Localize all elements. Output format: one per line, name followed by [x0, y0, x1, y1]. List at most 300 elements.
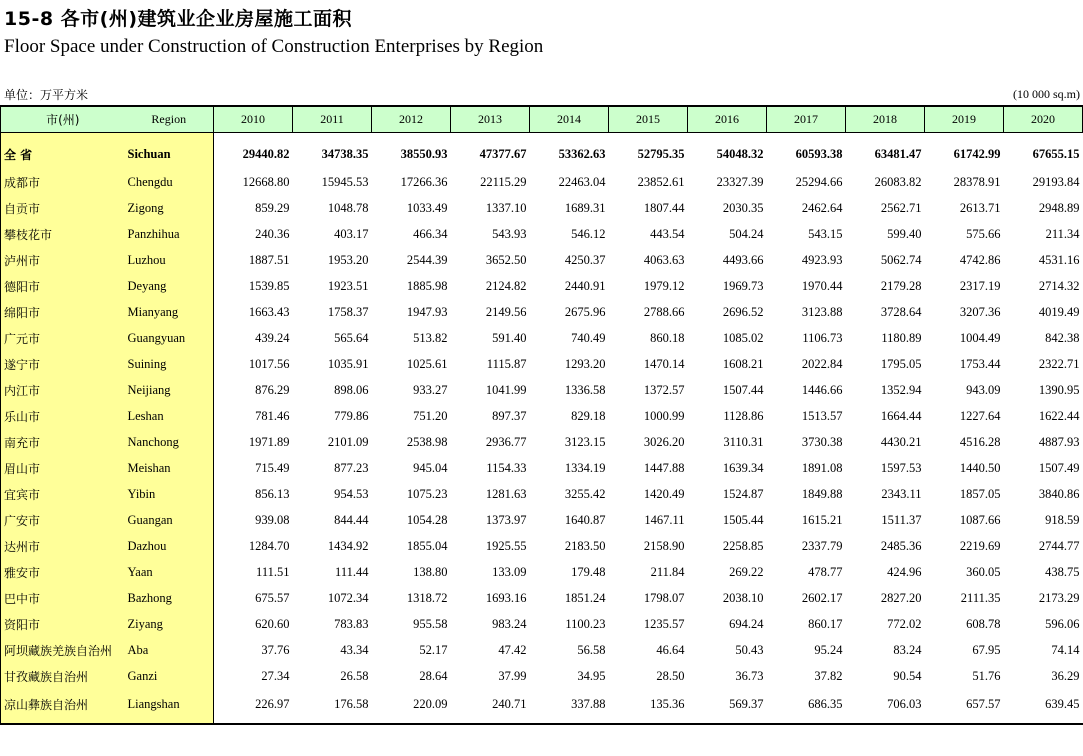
value-cell: 56.58: [577, 642, 606, 657]
region-name-en: Yibin: [125, 481, 214, 507]
value-cell: 25294.66: [795, 174, 843, 189]
value-cell: 220.09: [372, 689, 451, 724]
value-cell: 1154.33: [486, 460, 527, 475]
value-cell: 52795.35: [637, 146, 685, 161]
value-cell: 1539.85: [248, 278, 290, 293]
column-header-region-zh: 市(州): [1, 106, 125, 133]
value-cell: 897.37: [492, 408, 527, 423]
value-cell: 4019.49: [1038, 304, 1080, 319]
column-header-year: 2014: [530, 106, 609, 133]
value-cell: 1640.87: [564, 512, 606, 527]
value-cell: 135.36: [609, 689, 688, 724]
value-cell: 83.24: [893, 642, 922, 657]
region-name-zh: 雅安市: [1, 559, 125, 585]
value-cell: 694.24: [729, 616, 764, 631]
value-cell: 23852.61: [637, 174, 685, 189]
value-cell: 226.97: [214, 689, 293, 724]
region-name-en: Guangan: [125, 507, 214, 533]
value-cell: 686.35: [767, 689, 846, 724]
value-cell: 4887.93: [1038, 434, 1080, 449]
value-cell: 2317.19: [959, 278, 1001, 293]
value-cell: 1446.66: [801, 382, 843, 397]
value-cell: 43.34: [340, 642, 369, 657]
value-cell: 657.57: [925, 689, 1004, 724]
value-cell: 478.77: [808, 564, 843, 579]
value-cell: 138.80: [413, 564, 448, 579]
value-cell: 5062.74: [880, 252, 922, 267]
value-cell: 1507.49: [1038, 460, 1080, 475]
value-cell: 47.42: [498, 642, 527, 657]
value-cell: 51.76: [972, 668, 1001, 683]
data-table: [0, 105, 1083, 725]
value-cell: 2936.77: [485, 434, 527, 449]
value-cell: 772.02: [887, 616, 922, 631]
value-cell: 74.14: [1051, 642, 1080, 657]
value-cell: 751.20: [413, 408, 448, 423]
value-cell: 38550.93: [400, 146, 448, 161]
value-cell: 2696.52: [722, 304, 764, 319]
value-cell: 591.40: [492, 330, 527, 345]
value-cell: 133.09: [492, 564, 527, 579]
value-cell: 575.66: [966, 226, 1001, 241]
value-cell: 1048.78: [327, 200, 369, 215]
table-row: [1, 377, 1083, 403]
value-cell: 933.27: [413, 382, 448, 397]
value-cell: 26083.82: [874, 174, 922, 189]
region-name-zh: 眉山市: [1, 455, 125, 481]
value-cell: 3730.38: [801, 434, 843, 449]
value-cell: 1293.20: [564, 356, 606, 371]
value-cell: 4923.93: [801, 252, 843, 267]
value-cell: 983.24: [492, 616, 527, 631]
region-name-zh: 德阳市: [1, 273, 125, 299]
value-cell: 639.45: [1004, 689, 1083, 724]
region-name-en: Mianyang: [125, 299, 214, 325]
value-cell: 2462.64: [801, 200, 843, 215]
value-cell: 596.06: [1045, 616, 1080, 631]
value-cell: 466.34: [413, 226, 448, 241]
value-cell: 898.06: [334, 382, 369, 397]
value-cell: 1887.51: [248, 252, 290, 267]
value-cell: 1128.86: [723, 408, 764, 423]
value-cell: 2948.89: [1038, 200, 1080, 215]
region-name-zh: 南充市: [1, 429, 125, 455]
value-cell: 859.29: [255, 200, 290, 215]
value-cell: 1851.24: [564, 590, 606, 605]
value-cell: 1953.20: [327, 252, 369, 267]
value-cell: 1507.44: [722, 382, 764, 397]
value-cell: 179.48: [571, 564, 606, 579]
value-cell: 28378.91: [953, 174, 1001, 189]
value-cell: 1017.56: [248, 356, 290, 371]
value-cell: 781.46: [255, 408, 290, 423]
region-name-en: Neijiang: [125, 377, 214, 403]
value-cell: 1434.92: [327, 538, 369, 553]
value-cell: 2485.36: [880, 538, 922, 553]
region-name-zh: 遂宁市: [1, 351, 125, 377]
region-name-en: Aba: [125, 637, 214, 663]
value-cell: 2179.28: [880, 278, 922, 293]
value-cell: 1470.14: [643, 356, 685, 371]
value-cell: 918.59: [1045, 512, 1080, 527]
value-cell: 2158.90: [643, 538, 685, 553]
page-title-english: Floor Space under Construction of Construction Enterprises by Region: [4, 36, 544, 57]
value-cell: 2022.84: [801, 356, 843, 371]
value-cell: 211.84: [650, 564, 685, 579]
value-cell: 1663.43: [248, 304, 290, 319]
value-cell: 1318.72: [406, 590, 448, 605]
value-cell: 1923.51: [327, 278, 369, 293]
value-cell: 1758.37: [327, 304, 369, 319]
table-row: [1, 299, 1083, 325]
value-cell: 1337.10: [485, 200, 527, 215]
value-cell: 1227.64: [959, 408, 1001, 423]
value-cell: 1971.89: [248, 434, 290, 449]
value-cell: 1807.44: [643, 200, 685, 215]
region-name-zh: 阿坝藏族羌族自治州: [1, 637, 125, 663]
value-cell: 36.73: [735, 668, 764, 683]
value-cell: 2544.39: [406, 252, 448, 267]
region-name-en: Sichuan: [125, 133, 214, 170]
value-cell: 565.64: [334, 330, 369, 345]
value-cell: 1970.44: [801, 278, 843, 293]
value-cell: 403.17: [334, 226, 369, 241]
value-cell: 1087.66: [959, 512, 1001, 527]
table-row: [1, 429, 1083, 455]
table-body: [1, 133, 1083, 725]
value-cell: 1511.37: [881, 512, 922, 527]
value-cell: 2173.29: [1038, 590, 1080, 605]
value-cell: 22115.29: [480, 174, 527, 189]
value-cell: 779.86: [334, 408, 369, 423]
value-cell: 546.12: [571, 226, 606, 241]
value-cell: 1753.44: [959, 356, 1001, 371]
value-cell: 1100.23: [565, 616, 606, 631]
unit-label-chinese: 单位：万平方米: [4, 88, 89, 102]
value-cell: 939.08: [255, 512, 290, 527]
column-header-region: Region: [125, 106, 214, 133]
value-cell: 90.54: [893, 668, 922, 683]
value-cell: 1597.53: [880, 460, 922, 475]
value-cell: 1106.73: [802, 330, 843, 345]
region-name-en: Luzhou: [125, 247, 214, 273]
value-cell: 22463.04: [558, 174, 606, 189]
region-name-zh: 甘孜藏族自治州: [1, 663, 125, 689]
value-cell: 1639.34: [722, 460, 764, 475]
value-cell: 1372.57: [643, 382, 685, 397]
value-cell: 3728.64: [880, 304, 922, 319]
value-cell: 2602.17: [801, 590, 843, 605]
value-cell: 1798.07: [643, 590, 685, 605]
table-row: [1, 403, 1083, 429]
table-row: [1, 559, 1083, 585]
value-cell: 1505.44: [722, 512, 764, 527]
value-cell: 1000.99: [643, 408, 685, 423]
value-cell: 67.95: [972, 642, 1001, 657]
value-cell: 1041.99: [485, 382, 527, 397]
value-cell: 1513.57: [801, 408, 843, 423]
value-cell: 954.53: [334, 486, 369, 501]
value-cell: 1235.57: [643, 616, 685, 631]
table-row: [1, 611, 1083, 637]
value-cell: 37.76: [261, 642, 290, 657]
table-row: [1, 663, 1083, 689]
value-cell: 1281.63: [485, 486, 527, 501]
region-name-en: Ziyang: [125, 611, 214, 637]
value-cell: 1004.49: [959, 330, 1001, 345]
value-cell: 2183.50: [564, 538, 606, 553]
region-name-zh: 资阳市: [1, 611, 125, 637]
value-cell: 67655.15: [1032, 146, 1080, 161]
value-cell: 1891.08: [801, 460, 843, 475]
region-name-en: Chengdu: [125, 169, 214, 195]
value-cell: 2613.71: [959, 200, 1001, 215]
table-row-total: [1, 133, 1083, 170]
value-cell: 12668.80: [242, 174, 290, 189]
value-cell: 1947.93: [406, 304, 448, 319]
region-name-en: Yaan: [125, 559, 214, 585]
region-name-en: Deyang: [125, 273, 214, 299]
value-cell: 3123.88: [801, 304, 843, 319]
value-cell: 1664.44: [880, 408, 922, 423]
table-row: [1, 637, 1083, 663]
value-cell: 111.51: [256, 564, 290, 579]
column-header-year: 2011: [293, 106, 372, 133]
value-cell: 34738.35: [321, 146, 369, 161]
value-cell: 715.49: [255, 460, 290, 475]
value-cell: 240.36: [255, 226, 290, 241]
region-name-en: Liangshan: [125, 689, 214, 724]
value-cell: 2101.09: [327, 434, 369, 449]
column-header-year: 2015: [609, 106, 688, 133]
value-cell: 1693.16: [485, 590, 527, 605]
value-cell: 63481.47: [874, 146, 922, 161]
value-cell: 1885.98: [406, 278, 448, 293]
column-header-year: 2018: [846, 106, 925, 133]
value-cell: 47377.67: [479, 146, 527, 161]
table-header: [1, 106, 1083, 133]
value-cell: 860.17: [808, 616, 843, 631]
region-name-zh: 乐山市: [1, 403, 125, 429]
value-cell: 675.57: [255, 590, 290, 605]
value-cell: 2714.32: [1038, 278, 1080, 293]
value-cell: 2219.69: [959, 538, 1001, 553]
region-name-zh: 攀枝花市: [1, 221, 125, 247]
value-cell: 1969.73: [722, 278, 764, 293]
value-cell: 2322.71: [1038, 356, 1080, 371]
value-cell: 1352.94: [880, 382, 922, 397]
region-name-en: Nanchong: [125, 429, 214, 455]
value-cell: 52.17: [419, 642, 448, 657]
value-cell: 1284.70: [248, 538, 290, 553]
value-cell: 876.29: [255, 382, 290, 397]
value-cell: 37.82: [814, 668, 843, 683]
value-cell: 27.34: [261, 668, 290, 683]
table-row: [1, 689, 1083, 724]
region-name-zh: 宜宾市: [1, 481, 125, 507]
value-cell: 17266.36: [400, 174, 448, 189]
value-cell: 783.83: [334, 616, 369, 631]
value-cell: 1420.49: [643, 486, 685, 501]
value-cell: 4250.37: [564, 252, 606, 267]
value-cell: 1689.31: [564, 200, 606, 215]
table-row: [1, 533, 1083, 559]
value-cell: 829.18: [571, 408, 606, 423]
value-cell: 955.58: [413, 616, 448, 631]
value-cell: 3207.36: [959, 304, 1001, 319]
value-cell: 2440.91: [564, 278, 606, 293]
value-cell: 1373.97: [485, 512, 527, 527]
value-cell: 1979.12: [643, 278, 685, 293]
value-cell: 504.24: [729, 226, 764, 241]
region-name-en: Zigong: [125, 195, 214, 221]
value-cell: 1334.19: [564, 460, 606, 475]
value-cell: 3255.42: [564, 486, 606, 501]
region-name-zh: 广安市: [1, 507, 125, 533]
value-cell: 842.38: [1045, 330, 1080, 345]
value-cell: 1085.02: [722, 330, 764, 345]
value-cell: 54048.32: [716, 146, 764, 161]
region-name-en: Meishan: [125, 455, 214, 481]
value-cell: 176.58: [293, 689, 372, 724]
value-cell: 36.29: [1051, 668, 1080, 683]
value-cell: 2030.35: [722, 200, 764, 215]
column-header-year: 2019: [925, 106, 1004, 133]
column-header-year: 2012: [372, 106, 451, 133]
value-cell: 1115.87: [486, 356, 527, 371]
value-cell: 3652.50: [485, 252, 527, 267]
region-name-zh: 成都市: [1, 169, 125, 195]
region-name-en: Suining: [125, 351, 214, 377]
value-cell: 46.64: [656, 642, 685, 657]
value-cell: 569.37: [688, 689, 767, 724]
value-cell: 1795.05: [880, 356, 922, 371]
value-cell: 4493.66: [722, 252, 764, 267]
region-name-en: Leshan: [125, 403, 214, 429]
value-cell: 1849.88: [801, 486, 843, 501]
value-cell: 438.75: [1045, 564, 1080, 579]
table-row: [1, 481, 1083, 507]
value-cell: 111.44: [335, 564, 369, 579]
value-cell: 856.13: [255, 486, 290, 501]
value-cell: 53362.63: [558, 146, 606, 161]
value-cell: 439.24: [255, 330, 290, 345]
value-cell: 945.04: [413, 460, 448, 475]
value-cell: 3123.15: [564, 434, 606, 449]
value-cell: 1025.61: [406, 356, 448, 371]
value-cell: 1035.91: [327, 356, 369, 371]
value-cell: 1857.05: [959, 486, 1001, 501]
value-cell: 2827.20: [880, 590, 922, 605]
region-name-zh: 内江市: [1, 377, 125, 403]
value-cell: 2111.35: [960, 590, 1001, 605]
header-row: [1, 106, 1083, 133]
value-cell: 443.54: [650, 226, 685, 241]
value-cell: 543.15: [808, 226, 843, 241]
value-cell: 3026.20: [643, 434, 685, 449]
value-cell: 620.60: [255, 616, 290, 631]
region-name-zh: 自贡市: [1, 195, 125, 221]
value-cell: 23327.39: [716, 174, 764, 189]
value-cell: 608.78: [966, 616, 1001, 631]
value-cell: 2149.56: [485, 304, 527, 319]
value-cell: 2343.11: [881, 486, 922, 501]
value-cell: 4742.86: [959, 252, 1001, 267]
value-cell: 4531.16: [1038, 252, 1080, 267]
value-cell: 1467.11: [644, 512, 685, 527]
region-name-zh: 巴中市: [1, 585, 125, 611]
table-row: [1, 273, 1083, 299]
value-cell: 95.24: [814, 642, 843, 657]
value-cell: 2562.71: [880, 200, 922, 215]
column-header-year: 2010: [214, 106, 293, 133]
table-row: [1, 195, 1083, 221]
value-cell: 37.99: [498, 668, 527, 683]
value-cell: 4430.21: [880, 434, 922, 449]
region-name-en: Ganzi: [125, 663, 214, 689]
region-name-en: Panzhihua: [125, 221, 214, 247]
region-name-en: Guangyuan: [125, 325, 214, 351]
value-cell: 240.71: [451, 689, 530, 724]
value-cell: 740.49: [571, 330, 606, 345]
value-cell: 1390.95: [1038, 382, 1080, 397]
region-name-en: Bazhong: [125, 585, 214, 611]
value-cell: 1033.49: [406, 200, 448, 215]
value-cell: 2675.96: [564, 304, 606, 319]
value-cell: 2258.85: [722, 538, 764, 553]
page-title-chinese: 15-8 各市(州)建筑业企业房屋施工面积: [4, 8, 353, 30]
value-cell: 29193.84: [1032, 174, 1080, 189]
value-cell: 844.44: [334, 512, 369, 527]
table-row: [1, 351, 1083, 377]
value-cell: 543.93: [492, 226, 527, 241]
table-row: [1, 247, 1083, 273]
value-cell: 337.88: [530, 689, 609, 724]
value-cell: 2744.77: [1038, 538, 1080, 553]
value-cell: 1925.55: [485, 538, 527, 553]
value-cell: 28.50: [656, 668, 685, 683]
value-cell: 2337.79: [801, 538, 843, 553]
value-cell: 269.22: [729, 564, 764, 579]
unit-label-english: (10 000 sq.m): [1013, 87, 1080, 101]
value-cell: 1075.23: [406, 486, 448, 501]
value-cell: 4063.63: [643, 252, 685, 267]
value-cell: 1336.58: [564, 382, 606, 397]
value-cell: 61742.99: [953, 146, 1001, 161]
value-cell: 860.18: [650, 330, 685, 345]
column-header-year: 2016: [688, 106, 767, 133]
column-header-year: 2017: [767, 106, 846, 133]
value-cell: 2124.82: [485, 278, 527, 293]
region-name-zh: 全 省: [1, 133, 125, 170]
table-row: [1, 507, 1083, 533]
value-cell: 943.09: [966, 382, 1001, 397]
value-cell: 15945.53: [321, 174, 369, 189]
value-cell: 1615.21: [801, 512, 843, 527]
value-cell: 1180.89: [881, 330, 922, 345]
column-header-year: 2013: [451, 106, 530, 133]
value-cell: 706.03: [846, 689, 925, 724]
table-row: [1, 585, 1083, 611]
value-cell: 877.23: [334, 460, 369, 475]
value-cell: 211.34: [1045, 226, 1080, 241]
value-cell: 60593.38: [795, 146, 843, 161]
region-name-zh: 凉山彝族自治州: [1, 689, 125, 724]
value-cell: 599.40: [887, 226, 922, 241]
value-cell: 1072.34: [327, 590, 369, 605]
value-cell: 4516.28: [959, 434, 1001, 449]
value-cell: 28.64: [419, 668, 448, 683]
